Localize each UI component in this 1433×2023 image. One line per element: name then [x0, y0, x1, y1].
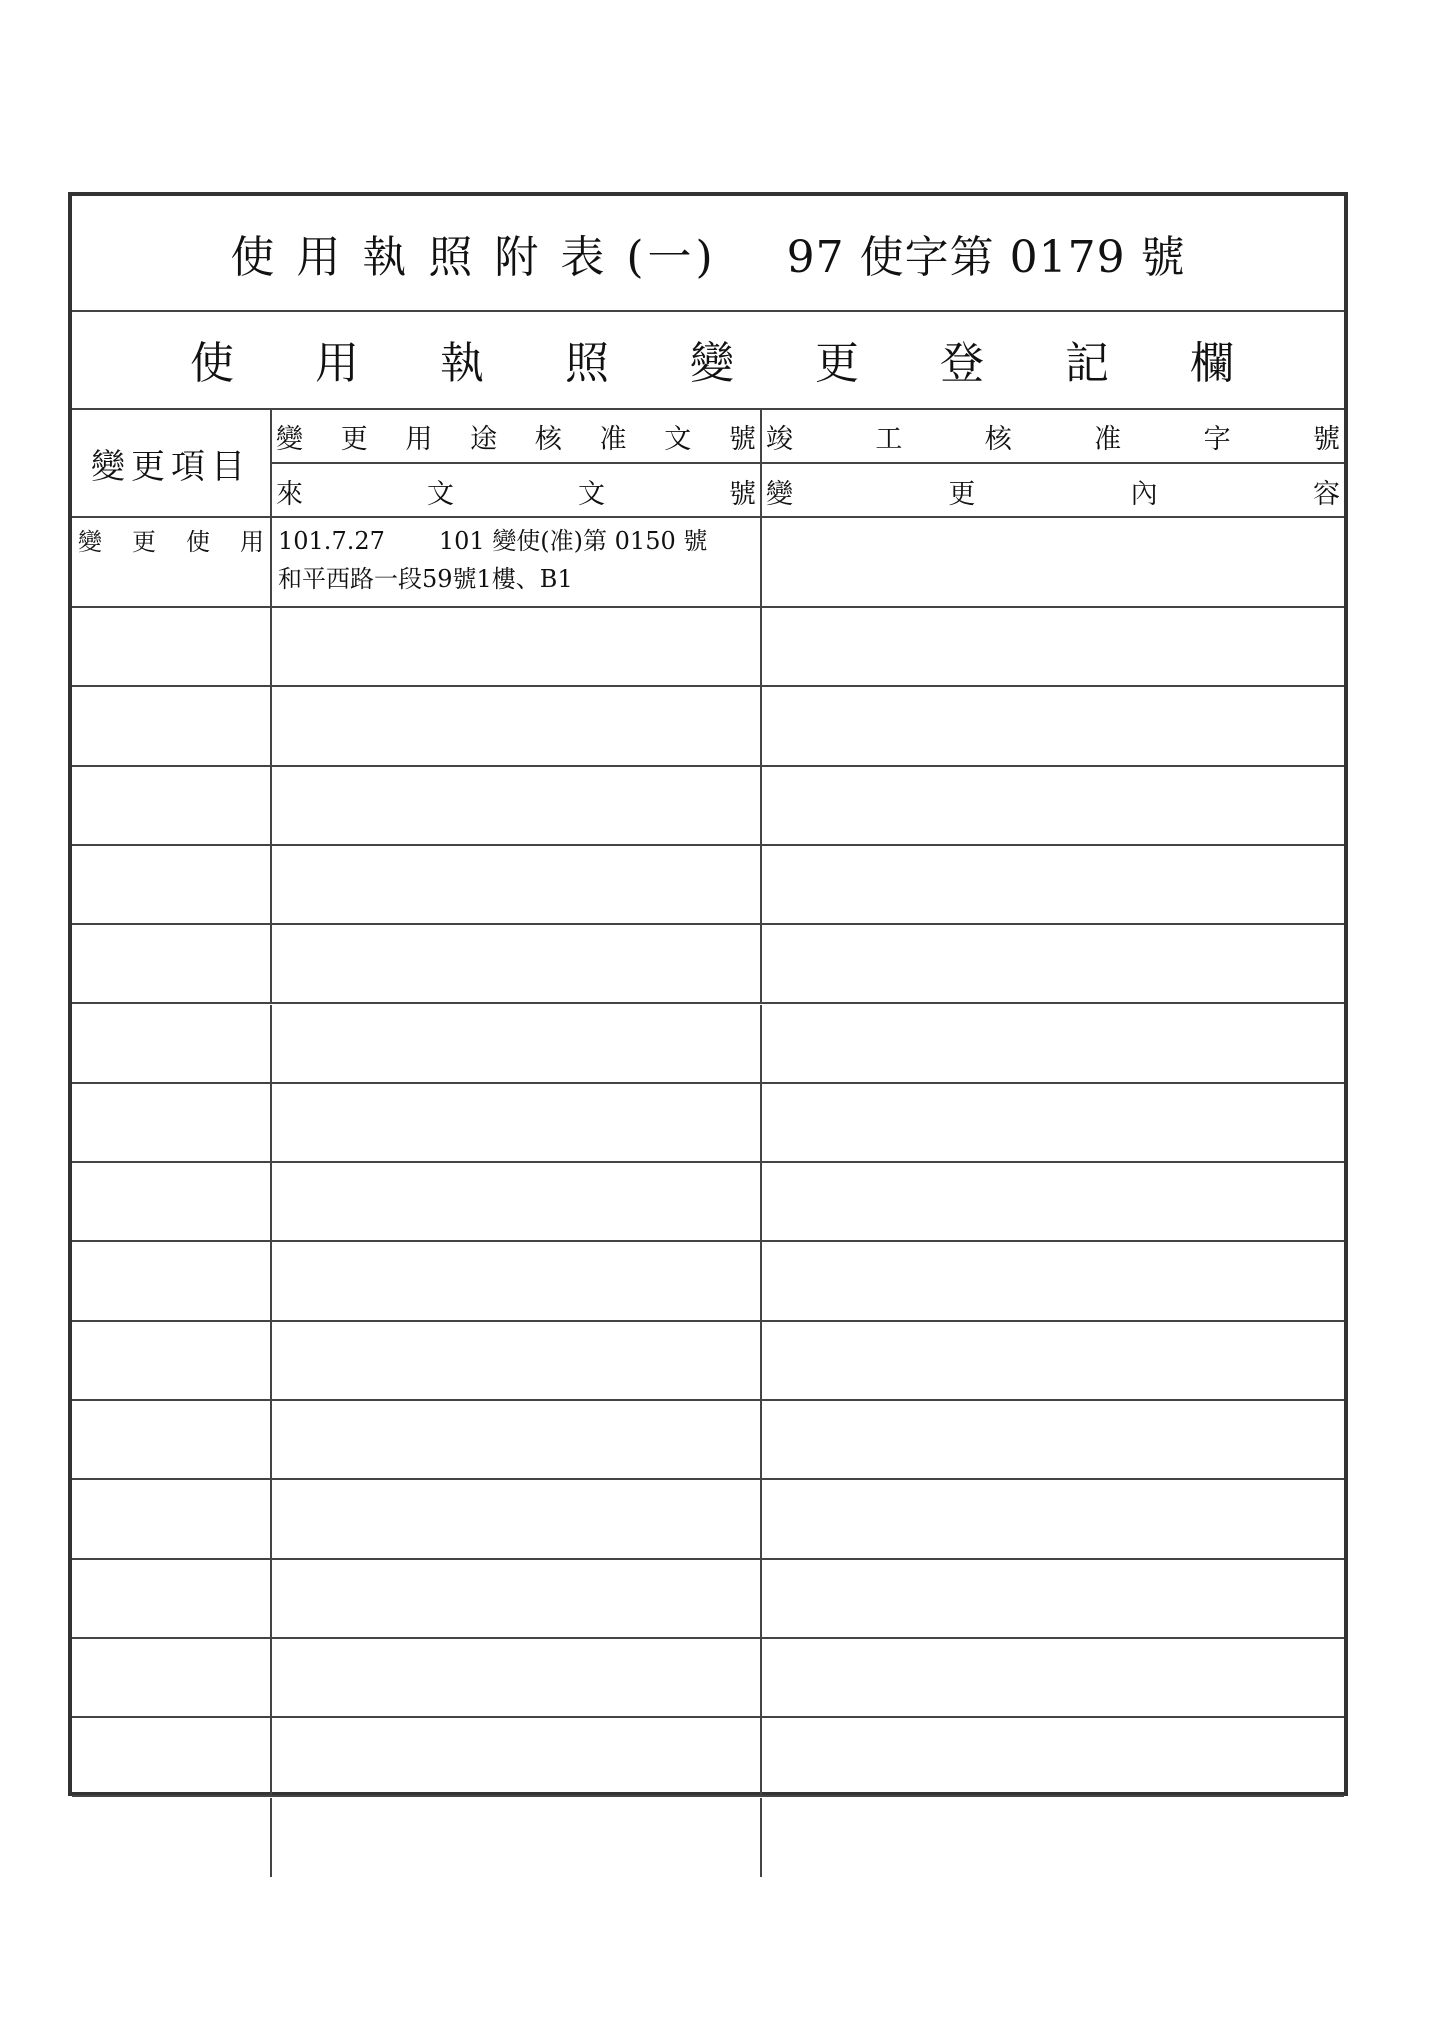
document-cell	[272, 1163, 762, 1240]
change-item-char: 更	[132, 528, 156, 556]
header-char: 途	[470, 423, 498, 455]
table-row	[72, 846, 1344, 925]
banner-char: 用	[315, 338, 359, 389]
change-registration-banner	[72, 310, 1344, 410]
change-item-cell	[72, 687, 272, 764]
document-cell	[272, 1639, 762, 1716]
table-row	[72, 1480, 1344, 1559]
header-completion-approval-no	[762, 410, 1344, 464]
change-item-cell	[72, 1639, 272, 1716]
table-row	[72, 1322, 1344, 1401]
change-content-cell	[762, 1480, 1344, 1557]
document-cell	[272, 687, 762, 764]
document-cell	[272, 608, 762, 685]
table-row	[72, 1005, 1344, 1084]
change-item-text	[72, 1480, 270, 1484]
banner-char: 記	[1065, 338, 1109, 389]
banner-char: 執	[440, 338, 484, 389]
change-content-cell	[762, 1401, 1344, 1478]
change-item-text	[72, 1242, 270, 1246]
document-cell	[272, 1798, 762, 1877]
banner-char: 登	[940, 338, 984, 389]
table-row	[72, 608, 1344, 687]
change-item-cell	[72, 1718, 272, 1795]
document-cell	[272, 1005, 762, 1082]
header-incoming-doc-no	[272, 464, 760, 518]
banner-char: 照	[565, 338, 609, 389]
header-char: 文	[664, 423, 692, 455]
approval-date: 101.7.27	[278, 527, 385, 555]
change-item-text	[72, 1798, 270, 1802]
change-item-text	[72, 767, 270, 771]
table-row	[72, 1639, 1344, 1718]
change-item-text	[72, 1084, 270, 1088]
change-item-cell	[72, 518, 272, 606]
header-change-item: 變更項目	[72, 410, 272, 518]
change-item-cell	[72, 1005, 272, 1082]
table-row	[72, 1560, 1344, 1639]
document-cell	[272, 518, 762, 606]
change-item-text	[72, 925, 270, 929]
table-row	[72, 1163, 1344, 1242]
header-char: 竣	[766, 423, 793, 455]
change-content-cell	[762, 608, 1344, 685]
document-cell	[272, 1401, 762, 1478]
header-char: 工	[875, 423, 903, 455]
change-item-cell	[72, 846, 272, 923]
header-char: 文	[427, 478, 454, 510]
change-item-cell	[72, 1560, 272, 1637]
change-item-cell	[72, 1084, 272, 1161]
change-item-text	[72, 1718, 270, 1722]
change-item-cell	[72, 925, 272, 1002]
license-number: 97 使字第 0179 號	[786, 232, 1186, 283]
change-item-text	[72, 687, 270, 691]
document-cell	[272, 846, 762, 923]
change-item-cell	[72, 608, 272, 685]
change-content-cell	[762, 1005, 1344, 1082]
table-row	[72, 925, 1344, 1004]
document-cell	[272, 1322, 762, 1399]
table-row	[72, 687, 1344, 766]
change-item-cell	[72, 1480, 272, 1557]
header-char: 內	[1130, 478, 1158, 510]
table-title: 使 用 執 照 附 表 (一)	[230, 232, 717, 283]
document-cell	[272, 925, 762, 1002]
document-cell	[272, 1084, 762, 1161]
license-annex-table	[68, 192, 1348, 1796]
header-approval-doc-no	[272, 410, 760, 464]
change-content-cell	[762, 1242, 1344, 1319]
document-cell	[272, 1242, 762, 1319]
change-item-cell	[72, 1242, 272, 1319]
change-item-cell	[72, 1401, 272, 1478]
table-row	[72, 1084, 1344, 1163]
change-item-text	[72, 1005, 270, 1009]
document-text	[272, 518, 760, 602]
change-item-text	[72, 1401, 270, 1405]
address-text: 和平西路一段59號1樓、B1	[278, 565, 573, 593]
header-char: 准	[1094, 423, 1122, 455]
table-title-row	[72, 196, 1344, 312]
document-cell	[272, 1560, 762, 1637]
change-item-text	[72, 846, 270, 850]
header-char: 准	[599, 423, 627, 455]
change-item-text	[72, 518, 270, 557]
change-item-char: 使	[186, 528, 210, 556]
change-content-cell	[762, 925, 1344, 1002]
table-row	[72, 1718, 1344, 1797]
header-char: 核	[534, 423, 562, 455]
header-char: 號	[728, 423, 756, 455]
change-content-cell	[762, 1798, 1344, 1877]
table-row	[72, 1401, 1344, 1480]
change-item-cell	[72, 1798, 272, 1877]
document-cell	[272, 1718, 762, 1795]
change-item-text	[72, 1560, 270, 1564]
banner-char: 更	[815, 338, 859, 389]
change-content-cell	[762, 1718, 1344, 1795]
change-content-cell	[762, 1639, 1344, 1716]
change-item-text	[72, 1322, 270, 1326]
table-row	[72, 767, 1344, 846]
header-char: 號	[1312, 423, 1340, 455]
change-item-text	[72, 1639, 270, 1643]
header-char: 變	[766, 478, 793, 510]
approval-permit-no: 101 變使(准)第 0150 號	[438, 527, 708, 555]
document-cell	[272, 1480, 762, 1557]
change-item-text	[72, 608, 270, 612]
header-char: 容	[1312, 478, 1340, 510]
header-char: 核	[984, 423, 1012, 455]
change-content-cell	[762, 846, 1344, 923]
table-row	[72, 1798, 1344, 1877]
banner-char: 使	[190, 338, 234, 389]
header-char: 變	[276, 423, 303, 455]
change-item-cell	[72, 767, 272, 844]
change-content-cell	[762, 1163, 1344, 1240]
change-content-cell	[762, 1322, 1344, 1399]
change-content-cell	[762, 1560, 1344, 1637]
document-cell	[272, 767, 762, 844]
change-content-cell	[762, 518, 1344, 606]
change-item-char: 用	[240, 528, 264, 556]
header-change-content	[762, 464, 1344, 518]
header-char: 更	[340, 423, 368, 455]
banner-char: 欄	[1190, 338, 1234, 389]
header-char: 來	[276, 478, 303, 510]
header-char: 文	[578, 478, 605, 510]
registration-rows	[72, 518, 1344, 1792]
change-item-text	[72, 1163, 270, 1167]
change-item-cell	[72, 1322, 272, 1399]
change-content-cell	[762, 1084, 1344, 1161]
change-content-cell	[762, 767, 1344, 844]
table-row	[72, 518, 1344, 608]
table-row	[72, 1242, 1344, 1321]
header-char: 號	[729, 478, 756, 510]
header-completion-column	[762, 410, 1344, 518]
header-char: 更	[948, 478, 976, 510]
header-char: 用	[405, 423, 433, 455]
change-item-char: 變	[78, 528, 102, 556]
change-content-cell	[762, 687, 1344, 764]
banner-char: 變	[690, 338, 734, 389]
header-char: 字	[1203, 423, 1231, 455]
header-document-column	[272, 410, 762, 518]
change-item-cell	[72, 1163, 272, 1240]
